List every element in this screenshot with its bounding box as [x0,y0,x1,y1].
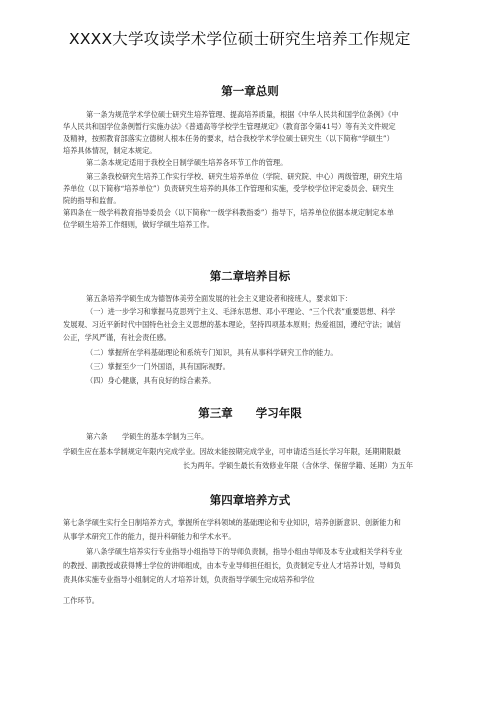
document-title: XXXX大学攻读学术学位硕士研究生培养工作规定 [69,30,411,48]
paragraph-line: 第四条在一级学科教育指导委员会（以下简称“一级学科教指委”）指导下，培养单位依据本规定制定本单 [63,208,394,217]
chapter-heading: 第一章总则 [221,84,279,98]
paragraph-line: 学硕生应在基本学制规定年限内完成学业。因故未能按期完成学业，可申请适当延长学习年限，延期期限最 [63,447,401,456]
paragraph-line: 从事学术研究工作的能力，提升科研能力和学术水平。 [63,532,236,541]
paragraph-line: （四）身心健康，具有良好的综合素养。 [86,376,216,385]
paragraph-line: （二）掌握所在学科基础理论和系统专门知识，具有从事科学研究工作的能力。 [86,348,338,357]
paragraph-line: （一）进一步学习和掌握马克思列宁主义、毛泽东思想、邓小平理论、“三个代表”重要思想、科学 [86,307,396,316]
paragraph-line: 位学硕生培养工作细则，做好学硕生培养工作。 [63,220,214,229]
paragraph-line: 第七条学硕生实行全日制培养方式，掌握所在学科领域的基础理论和专业知识，培养创新意识、创新能力和 [63,518,401,527]
chapter-heading: 第二章培养目标 [209,269,291,283]
paragraph-line: 第八条学硕生培养实行专业指导小组指导下的导师负责制，指导小组由导师及本专业或相关学科专业 [86,547,403,556]
paragraph-line: 第一条为规范学术学位硕士研究生培养管理、提高培养质量，根据《中华人民共和国学位条例》《中 [86,110,399,119]
paragraph-line: 及精神，按照教育部落实立德树人根本任务的要求，结合我校学术学位硕士研究生（以下简称“学硕生”） [63,134,394,143]
paragraph-line: 第五条培养学硕生成为德智体美劳全面发展的社会主义建设者和接班人，要求如下： [86,294,352,303]
paragraph-line: 第二条本规定适用于我校全日制学硕生培养各环节工作的管理。 [86,158,288,167]
chapter-heading: 第四章培养方式 [209,493,291,507]
paragraph-line: （三）掌握至少一门外国语，具有国际视野。 [86,362,230,371]
chapter-heading: 第三章 学习年限 [198,406,302,420]
paragraph-line: 院的指导和监督。 [63,196,121,205]
paragraph-line: 长为两年。学硕生最长有效修业年限（含休学、保留学籍、延期）为五年 [183,461,414,470]
paragraph-line: 责具体实施专业指导小组制定的人才培养计划，负责指导学硕生完成培养和学位 [63,575,315,584]
paragraph-line: 培养具体情况，制定本规定。 [63,146,157,155]
paragraph-line: 第三条我校研究生培养工作实行学校、研究生培养单位（学院、研究院、中心）两级管理，研究生培 [86,172,403,181]
paragraph-line: 的教授、副教授或获得博士学位的讲师组成，由本专业导师担任组长，负责制定专业人才培养计划，导师负 [63,561,401,570]
paragraph-line: 工作环节。 [63,596,99,605]
paragraph-line: 华人民共和国学位条例暂行实施办法》《普通高等学校学生管理规定》（教育部令第41号）等有关文件规定 [63,122,396,131]
paragraph-line: 第六条 学硕生的基本学制为三年。 [86,432,209,441]
paragraph-line: 公正，学风严谨，有社会责任感。 [63,333,171,342]
paragraph-line: 养单位（以下简称“培养单位”）负责研究生培养的具体工作管理和实施，受学校学位评定委员会、研究生 [63,184,394,193]
paragraph-line: 发展观、习近平新时代中国特色社会主义思想的基本理论，坚持四项基本原则；热爱祖国，遵纪守法；诚信 [63,320,401,329]
